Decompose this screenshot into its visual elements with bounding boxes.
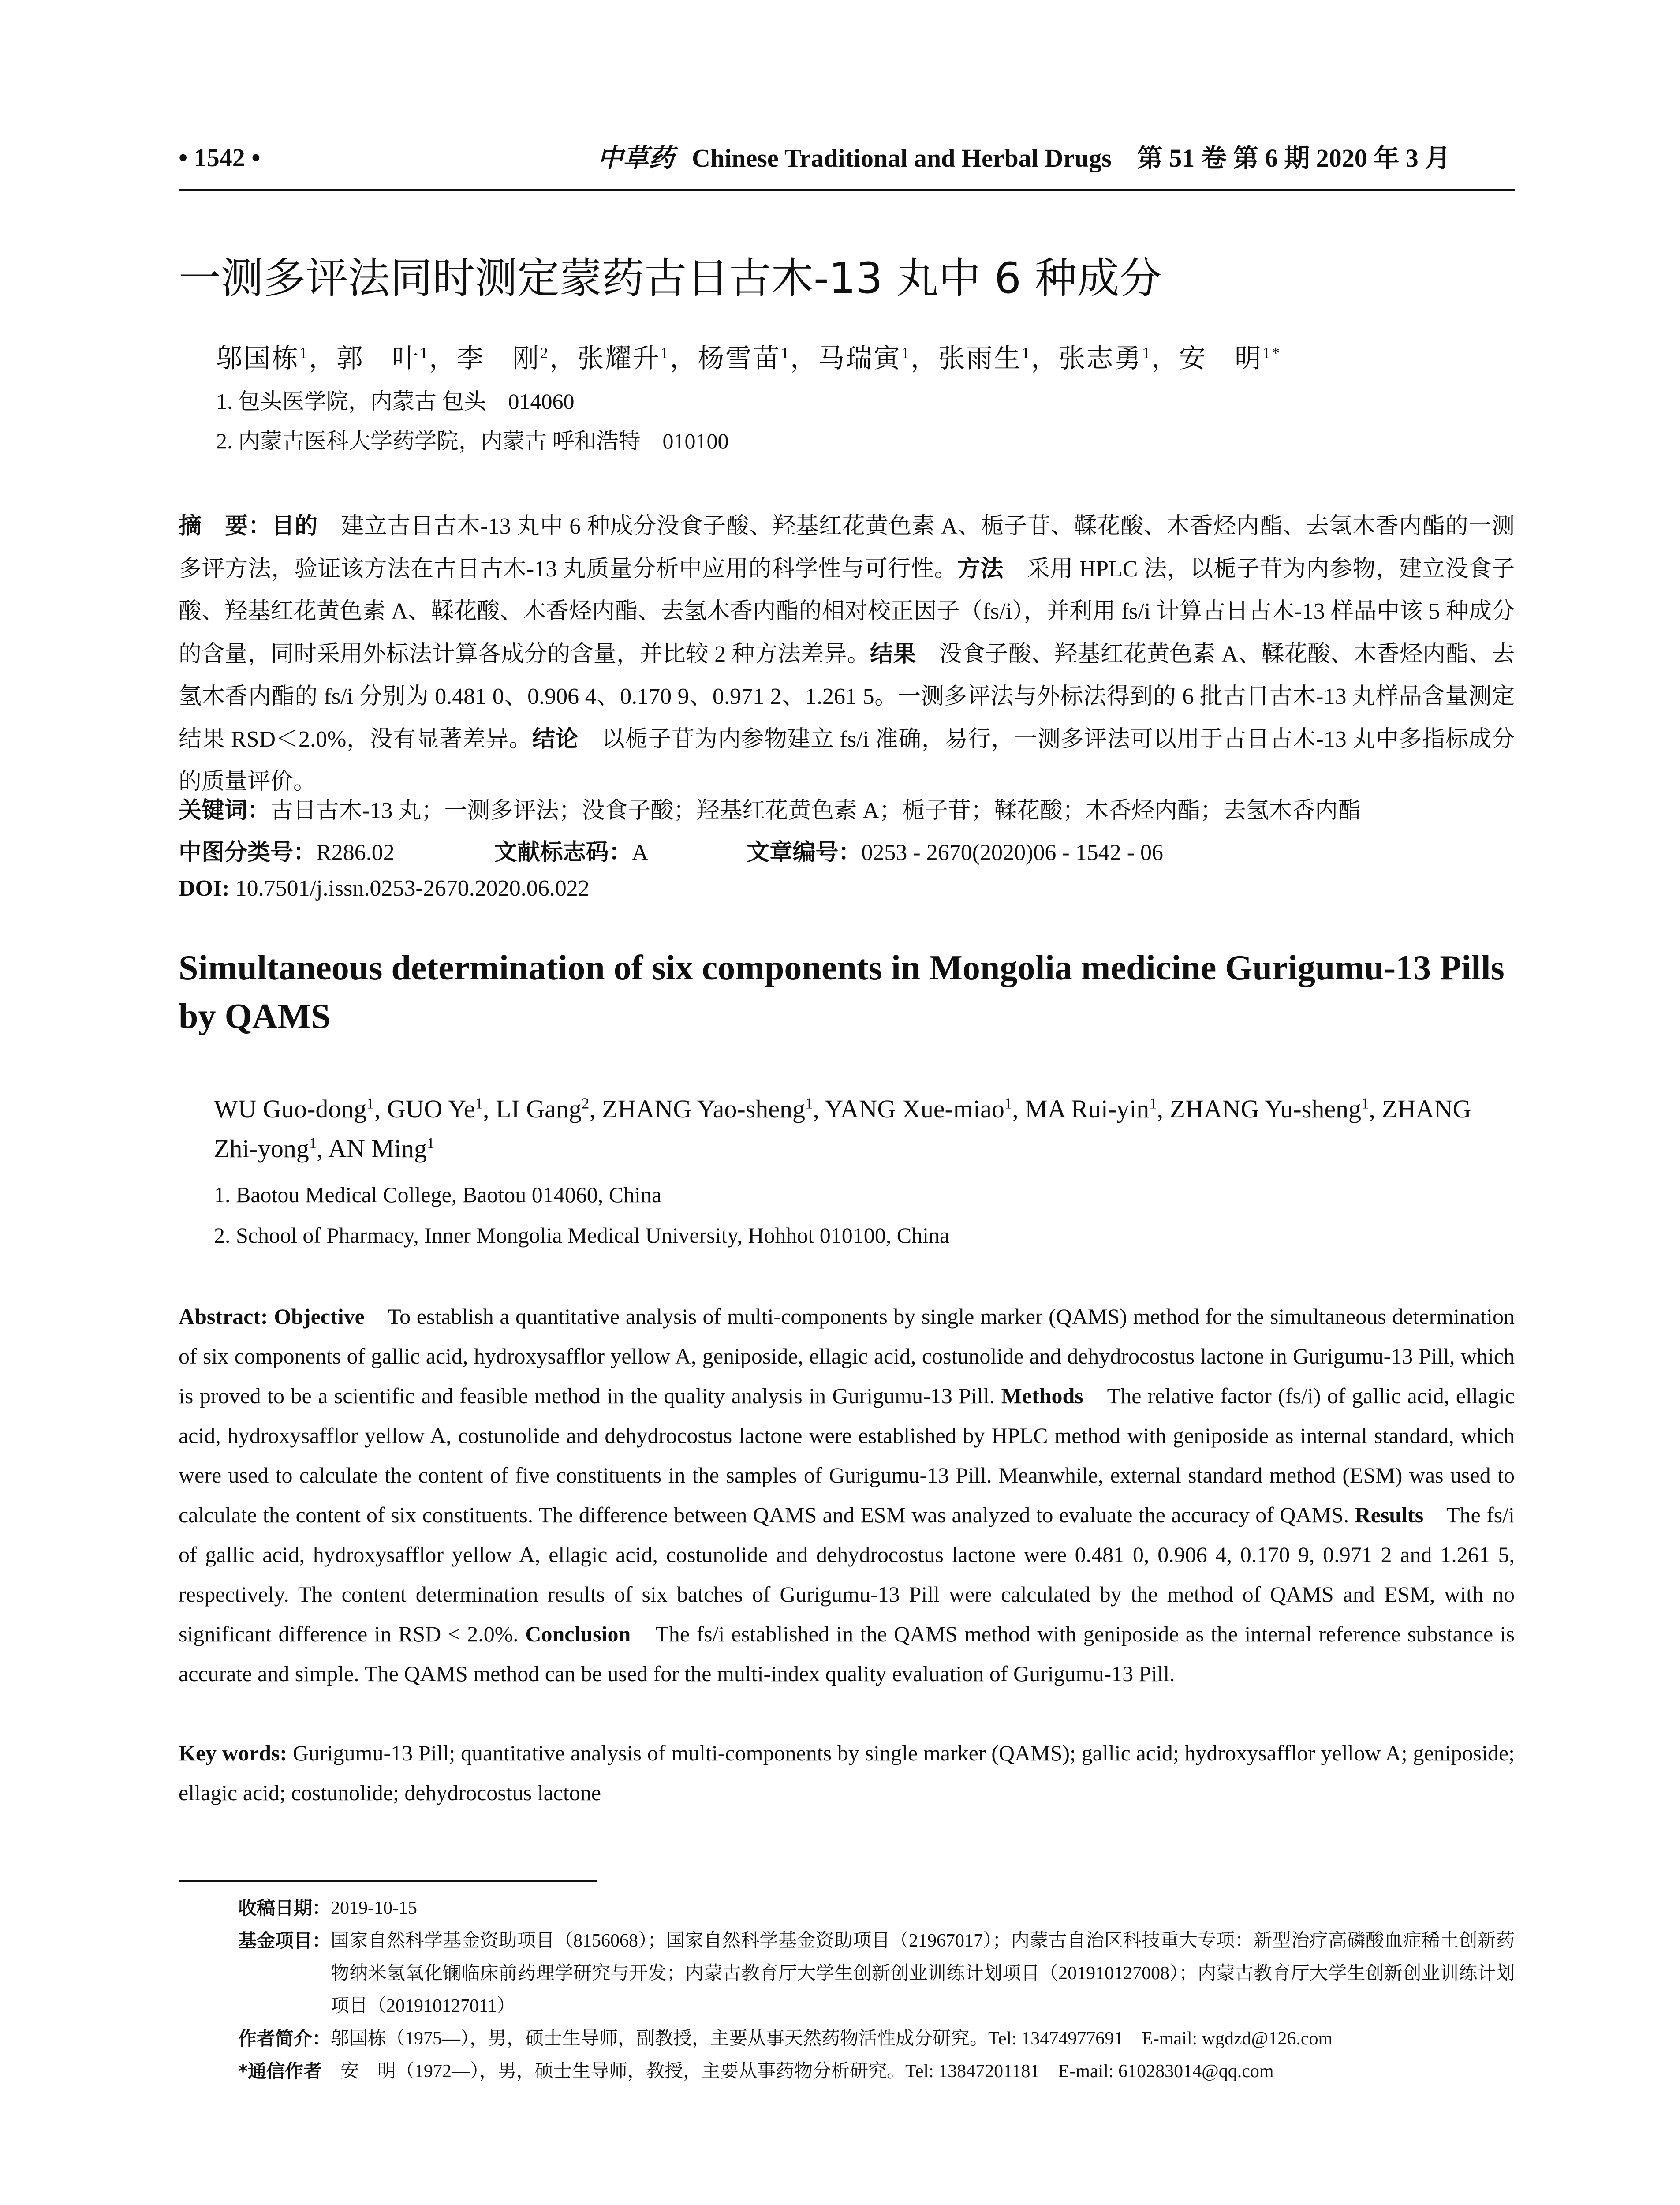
cn-author-affiliation-mark: 1*	[1262, 344, 1281, 362]
en-author-affiliation-mark: 1	[1004, 1095, 1012, 1112]
cn-author	[577, 344, 670, 373]
conclusion-text: 以栀子苷为内参物建立 fs/i 准确，易行，一测多评法可以用于古日古木-13 丸中多指标成分的质量评价。	[179, 727, 1515, 794]
english-affiliation-1: 1. Baotou Medical College, Baotou 014060, China	[214, 1182, 662, 1207]
english-authors	[214, 1089, 1515, 1169]
en-author-separator: ,	[1012, 1095, 1025, 1123]
en-author-name: ZHANG Yao-sheng	[602, 1095, 806, 1123]
cn-author	[457, 344, 549, 373]
en-methods-text: The relative factor (fs/i) of gallic acid, ellagic acid, hydroxysafflor yellow A, costunolide and dehydrocostus lactone were established by HPLC method with geniposide as internal standard, which were used to calculate the content of five constituents in the samples of Gurigumu-13 Pill. Meanwhile, external standard method (ESM) was used to calculate the content of six constituents. The difference between QAMS and ESM was analyzed to evaluate the accuracy of QAMS.	[179, 1383, 1515, 1527]
chinese-affiliation-2: 2. 内蒙古医科大学药学院，内蒙古 呼和浩特 010100	[216, 429, 729, 453]
en-conclusion-label: Conclusion	[525, 1622, 631, 1646]
doi-label: DOI:	[179, 876, 230, 901]
cn-author-affiliation-mark: 1	[299, 344, 309, 362]
journal-issue: Chinese Traditional and Herbal Drugs 第 51 卷 第 6 期 2020 年 3 月	[692, 144, 1451, 172]
footnote-label: 收稿日期：	[238, 1897, 331, 1919]
cn-author-separator: ，	[670, 344, 698, 373]
footnote-author-bio	[238, 2022, 1515, 2055]
cn-author-name: 郭 叶	[336, 344, 420, 373]
cn-author-separator: ，	[911, 344, 938, 373]
footnote-funding	[238, 1925, 1515, 2022]
footnote-value: 安 明（1972—），男，硕士生导师，教授，主要从事药物分析研究。Tel: 13847201181 E-mail: 610283014@qq.com	[340, 2061, 1274, 2082]
en-author	[328, 1134, 434, 1163]
en-author-name: AN Ming	[328, 1134, 427, 1163]
en-keywords-text: Gurigumu-13 Pill; quantitative analysis of multi-components by single marker (QAMS); gallic acid; hydroxysafflor yellow A; geniposide; ellagic acid; costunolide; dehydrocostus lactone	[179, 1741, 1515, 1805]
chinese-title: 一测多评法同时测定蒙药古日古木-13 丸中 6 种成分	[179, 254, 1162, 303]
en-author-separator: ,	[1369, 1095, 1382, 1123]
en-keywords-label: Key words:	[179, 1741, 287, 1765]
en-author	[602, 1095, 813, 1123]
footnote-value: 2019-10-15	[331, 1898, 417, 1918]
footnote-value: 国家自然科学基金资助项目（8156068）；国家自然科学基金资助项目（21967017）；内蒙古自治区科技重大专项：新型治疗高磷酸血症稀土创新药物纳米氢氧化镧临床前药理学研究与开发；内蒙古教育厅大学生创新创业训练计划项目（201910127008）；内蒙古教育厅大学生创新创业训练计划项目（201910127011）	[331, 1931, 1515, 2016]
en-author-name: WU Guo-dong	[214, 1095, 367, 1123]
footnote-label: 作者简介：	[238, 2028, 331, 2049]
methods-text: 采用 HPLC 法，以栀子苷为内参物，建立没食子酸、羟基红花黄色素 A、鞣花酸、木香烃内酯、去氢木香内酯的相对校正因子（fs/i），并利用 fs/i 计算古日古木-13 样品中该 5 种成分的含量，同时采用外标法计算各成分的含量，并比较 2 种方法差异。	[179, 557, 1515, 667]
en-abstract-label: Abstract:	[179, 1304, 268, 1329]
en-author-name: ZHANG Zhi-yong	[214, 1095, 1471, 1163]
conclusion-label: 结论	[532, 726, 579, 752]
english-abstract	[179, 1297, 1515, 1693]
en-results-label: Results	[1355, 1502, 1424, 1527]
chinese-abstract	[179, 505, 1515, 803]
chinese-authors	[216, 337, 1281, 375]
cn-author-affiliation-mark: 1	[420, 344, 429, 362]
clc-value: R286.02	[316, 840, 395, 865]
objective-label: 目的	[271, 513, 318, 539]
en-methods-label: Methods	[1001, 1383, 1083, 1408]
keywords-text: 古日古木-13 丸；一测多评法；没食子酸；羟基红花黄色素 A；栀子苷；鞣花酸；木香烃内酯；去氢木香内酯	[270, 798, 1361, 823]
cn-author-separator: ，	[429, 344, 457, 373]
en-author-separator: ,	[1157, 1095, 1170, 1123]
cn-author	[336, 344, 429, 373]
journal-logo: 中草药	[597, 143, 675, 173]
cn-author-separator: ，	[1151, 344, 1179, 373]
clc-label: 中图分类号：	[179, 839, 317, 866]
footnote-label: 基金项目：	[238, 1930, 331, 1951]
en-objective-text: To establish a quantitative analysis of multi-components by single marker (QAMS) method for the simultaneous determination of six components of gallic acid, hydroxysafflor yellow A, geniposide, ellagic acid, costunolide and dehydrocostus lactone in Gurigumu-13 Pill, which is proved to be a scientific and feasible method in the quality analysis in Gurigumu-13 Pill.	[179, 1304, 1515, 1408]
english-title: Simultaneous determination of six components in Mongolia medicine Gurigumu-13 Pills by QAMS	[179, 949, 1505, 1036]
cn-author	[1059, 344, 1151, 373]
english-keywords	[179, 1733, 1515, 1813]
en-author-affiliation-mark: 1	[309, 1134, 317, 1152]
en-author	[1025, 1095, 1157, 1123]
cn-author-name: 张志勇	[1059, 344, 1142, 373]
objective-text: 建立古日古木-13 丸中 6 种成分没食子酸、羟基红花黄色素 A、栀子苷、鞣花酸、木香烃内酯、去氢木香内酯的一测多评方法，验证该方法在古日古木-13 丸质量分析中应用的科学性与可行性。	[179, 514, 1515, 582]
cn-author-name: 张耀升	[577, 344, 661, 373]
cn-author-affiliation-mark: 1	[661, 344, 670, 362]
en-author	[825, 1095, 1012, 1123]
cn-author-separator: ，	[549, 344, 577, 373]
en-author-name: ZHANG Yu-sheng	[1169, 1095, 1362, 1123]
cn-author	[938, 344, 1031, 373]
en-author-affiliation-mark: 1	[805, 1095, 813, 1112]
en-author-affiliation-mark: 1	[427, 1134, 435, 1152]
en-author	[387, 1095, 483, 1123]
en-author	[214, 1095, 374, 1123]
chinese-keywords	[179, 792, 1361, 825]
en-author-separator: ,	[813, 1095, 825, 1123]
cn-author-separator: ，	[309, 344, 336, 373]
en-author-separator: ,	[374, 1095, 387, 1123]
cn-author	[818, 344, 911, 373]
en-author-affiliation-mark: 1	[1361, 1095, 1369, 1112]
cn-author-affiliation-mark: 1	[781, 344, 790, 362]
en-author-name: GUO Ye	[387, 1095, 475, 1123]
running-header	[179, 140, 1515, 191]
en-author-affiliation-mark: 1	[366, 1095, 374, 1112]
footnote-divider	[179, 1880, 597, 1882]
cn-author	[698, 344, 790, 373]
footnote-received	[238, 1892, 1515, 1925]
en-author-affiliation-mark: 2	[581, 1095, 590, 1112]
en-objective-label: Objective	[268, 1304, 365, 1329]
en-author-separator: ,	[589, 1095, 602, 1123]
en-author-name: YANG Xue-miao	[825, 1095, 1004, 1123]
cn-author-name: 张雨生	[938, 344, 1022, 373]
cn-author-name: 杨雪苗	[698, 344, 781, 373]
doc-code-label: 文献标志码：	[494, 839, 632, 866]
classification-line	[179, 833, 1163, 867]
article-no-value: 0253 - 2670(2020)06 - 1542 - 06	[861, 840, 1164, 865]
doi-line	[179, 875, 590, 901]
cn-author-separator: ，	[790, 344, 818, 373]
journal-line	[597, 140, 1450, 176]
cn-author-separator: ，	[1031, 344, 1059, 373]
en-author	[1170, 1095, 1369, 1123]
en-author-affiliation-mark: 1	[1149, 1095, 1157, 1112]
results-label: 结果	[870, 641, 916, 667]
keywords-label: 关键词：	[179, 797, 271, 824]
footnote-value: 邬国栋（1975—），男，硕士生导师，副教授，主要从事天然药物活性成分研究。Tel: 13474977691 E-mail: wgdzd@126.com	[331, 2029, 1333, 2049]
en-author-separator: ,	[317, 1134, 329, 1163]
cn-author-affiliation-mark: 1	[901, 344, 911, 362]
en-author-name: MA Rui-yin	[1025, 1095, 1150, 1123]
cn-author-affiliation-mark: 1	[1142, 344, 1151, 362]
page-number: • 1542 •	[179, 143, 261, 172]
cn-author	[1179, 344, 1281, 373]
en-author-name: LI Gang	[495, 1095, 582, 1123]
results-text: 没食子酸、羟基红花黄色素 A、鞣花酸、木香烃内酯、去氢木香内酯的 fs/i 分别为 0.481 0、0.906 4、0.170 9、0.971 2、1.261 5。一测多评法与外标法得到的 6 批古日古木-13 丸样品含量测定结果 RSD＜2.0%，没有显著差异。	[179, 642, 1515, 752]
cn-author-name: 邬国栋	[216, 344, 299, 373]
methods-label: 方法	[957, 556, 1004, 582]
en-author-separator: ,	[482, 1095, 496, 1123]
abstract-label: 摘 要：	[179, 513, 272, 539]
footnote-corresponding	[238, 2055, 1515, 2088]
article-no-label: 文章编号：	[747, 839, 862, 866]
doi-value: 10.7501/j.issn.0253-2670.2020.06.022	[229, 876, 590, 901]
english-affiliation-2: 2. School of Pharmacy, Inner Mongolia Medical University, Hohhot 010100, China	[214, 1223, 950, 1248]
doc-code-value: A	[631, 840, 647, 865]
cn-author-name: 马瑞寅	[818, 344, 901, 373]
cn-author-affiliation-mark: 2	[540, 344, 549, 362]
en-author	[496, 1095, 589, 1123]
footnote-label: *通信作者	[238, 2060, 340, 2082]
cn-author	[216, 344, 309, 373]
en-results-text: The fs/i of gallic acid, hydroxysafflor yellow A, ellagic acid, costunolide and dehydrocostus lactone were 0.481 0, 0.906 4, 0.170 9, 0.971 2 and 1.261 5, respectively. The content determination results of six batches of Gurigumu-13 Pill were calculated by the method of QAMS and ESM, with no significant difference in RSD < 2.0%.	[179, 1502, 1515, 1646]
cn-author-name: 李 刚	[457, 344, 540, 373]
en-author-affiliation-mark: 1	[475, 1095, 483, 1112]
cn-author-name: 安 明	[1179, 344, 1262, 373]
en-conclusion-text: The fs/i established in the QAMS method with geniposide as the internal reference substance is accurate and simple. The QAMS method can be used for the multi-index quality evaluation of Gurigumu-13 Pill.	[179, 1622, 1515, 1686]
cn-author-affiliation-mark: 1	[1022, 344, 1031, 362]
footnotes	[238, 1892, 1515, 2088]
chinese-affiliation-1: 1. 包头医学院，内蒙古 包头 014060	[216, 389, 575, 414]
